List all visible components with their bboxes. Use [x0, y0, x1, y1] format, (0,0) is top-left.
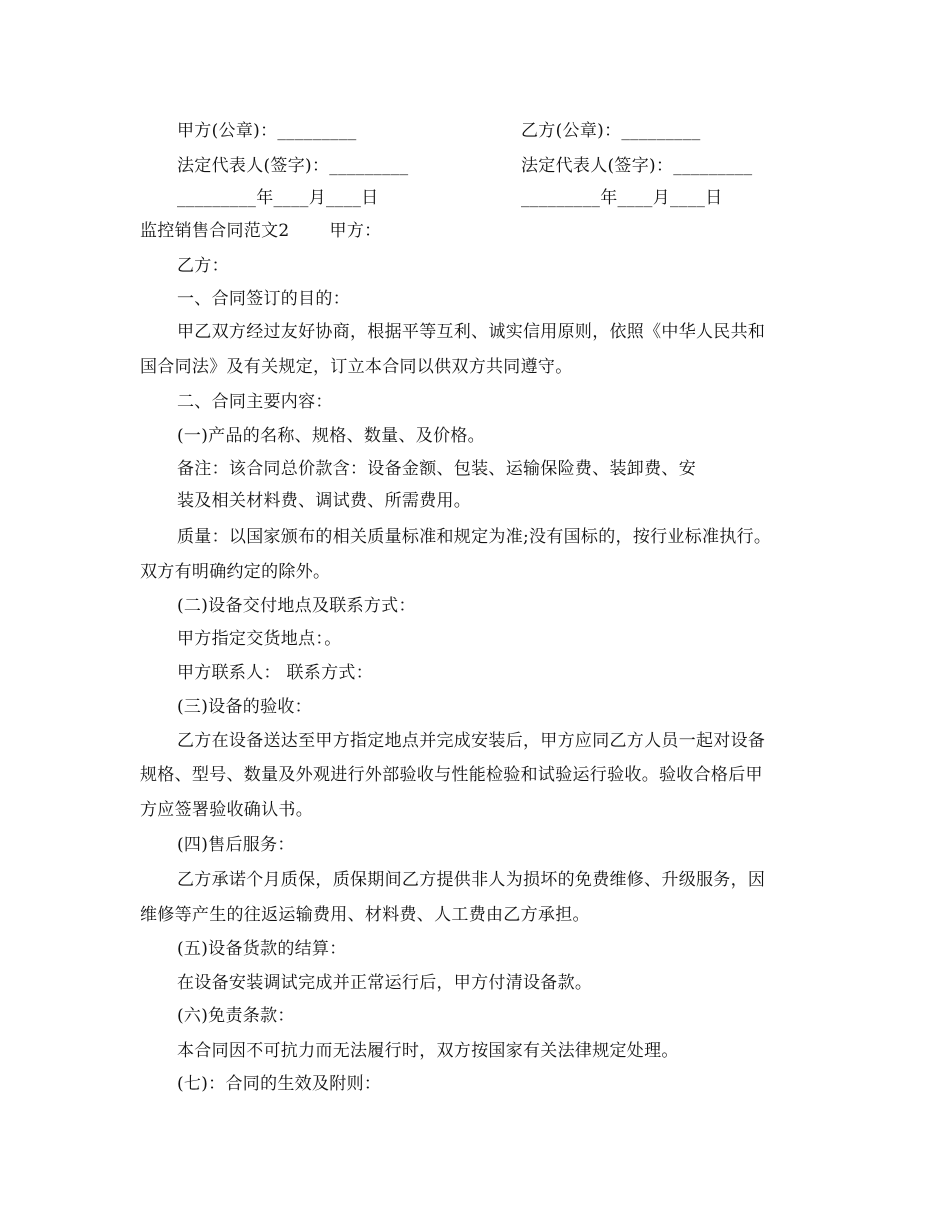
body-line: (二)设备交付地点及联系方式：	[177, 596, 416, 616]
party-a-date-line: _________年____月____日	[177, 188, 379, 208]
body-line: (三)设备的验收：	[177, 697, 312, 717]
party-a-representative-line: 法定代表人(签字)：_________	[177, 156, 409, 176]
body-line: 方应签署验收确认书。	[140, 800, 313, 820]
body-line: 备注：该合同总价款含：设备金额、包装、运输保险费、装卸费、安	[177, 459, 696, 479]
body-line: (五)设备货款的结算：	[177, 939, 347, 959]
body-line: (一)产品的名称、规格、数量、及价格。	[177, 426, 485, 446]
body-line: 甲方联系人： 联系方式：	[177, 663, 374, 683]
body-line: 在设备安装调试完成并正常运行后，甲方付清设备款。	[177, 973, 593, 993]
body-line: 装及相关材料费、调试费、所需费用。	[177, 491, 472, 511]
body-line: (六)免责条款：	[177, 1006, 295, 1026]
body-line: 甲方指定交货地点：。	[177, 629, 342, 649]
document-title: 监控销售合同范文2	[140, 221, 290, 241]
body-line: 质量：以国家颁布的相关质量标准和规定为准;没有国标的，按行业标准执行。	[177, 527, 772, 547]
body-line: 二、合同主要内容：	[177, 392, 333, 412]
document-title-line	[140, 219, 381, 243]
body-line: 维修等产生的往返运输费用、材料费、人工费由乙方承担。	[140, 905, 590, 925]
party-b-date-line: _________年____月____日	[521, 188, 723, 208]
party-b-representative-line: 法定代表人(签字)：_________	[521, 156, 753, 176]
body-line: (七)：合同的生效及附则：	[177, 1074, 382, 1094]
body-line: 规格、型号、数量及外观进行外部验收与性能检验和试验运行验收。验收合格后甲	[140, 765, 763, 785]
body-line: 一、合同签订的目的：	[177, 289, 350, 309]
party-b-seal-line: 乙方(公章)：_________	[521, 121, 701, 141]
body-line: 甲乙双方经过友好协商，根据平等互利、诚实信用原则，依照《中华人民共和	[177, 322, 766, 342]
body-line: 本合同因不可抗力而无法履行时，双方按国家有关法律规定处理。	[177, 1041, 679, 1061]
body-line: 国合同法》及有关规定，订立本合同以供双方共同遵守。	[140, 357, 573, 377]
body-line: 双方有明确约定的除外。	[140, 562, 331, 582]
body-line: 乙方在设备送达至甲方指定地点并完成安装后，甲方应同乙方人员一起对设备	[177, 731, 766, 751]
party-a-seal-line: 甲方(公章)：_________	[177, 121, 357, 141]
body-line: 乙方承诺个月质保，质保期间乙方提供非人为损坏的免费维修、升级服务，因	[177, 870, 766, 890]
party-a-label: 甲方：	[329, 221, 382, 241]
party-b-label: 乙方：	[177, 256, 229, 276]
body-line: (四)售后服务：	[177, 835, 295, 855]
